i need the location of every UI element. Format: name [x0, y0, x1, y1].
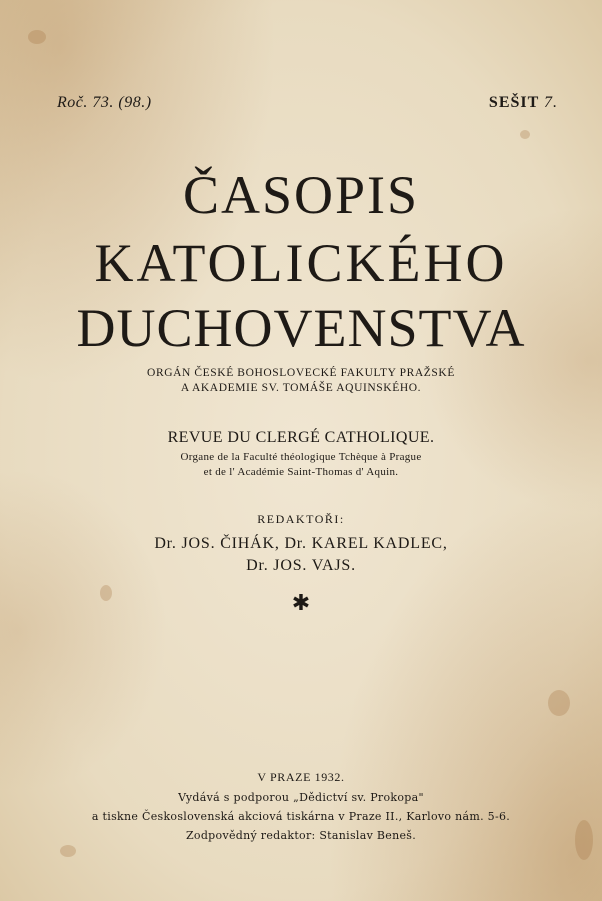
- asterisk-ornament-icon: ✱: [291, 590, 311, 615]
- organ-line-1: ORGÁN ČESKÉ BOHOSLOVECKÉ FAKULTY PRAŽSKÉ: [147, 367, 455, 379]
- stain: [28, 30, 46, 44]
- issue-label: [489, 94, 558, 112]
- editors-line-2: Dr. JOS. VAJS.: [246, 557, 356, 574]
- issue-number: 7.: [544, 94, 558, 111]
- editors-label: REDAKTOŘI:: [257, 512, 345, 526]
- imprint-line-3: Zodpovědný redaktor: Stanislav Beneš.: [185, 829, 417, 842]
- revue-title: REVUE DU CLERGÉ CATHOLIQUE.: [167, 429, 435, 446]
- title-line-1: ČASOPIS: [182, 165, 420, 225]
- imprint-line-1: Vydává s podporou „Dědictví sv. Prokopa": [178, 791, 424, 804]
- imprint-line-2: a tiskne Československá akciová tiskárna v Praze II., Karlovo nám. 5-6.: [91, 810, 511, 823]
- title-line-2: KATOLICKÉHO: [94, 233, 508, 293]
- stain: [548, 690, 570, 716]
- organ-line-2: A AKADEMIE SV. TOMÁŠE AQUINSKÉHO.: [180, 382, 422, 394]
- revue-line-1: Organe de la Faculté théologique Tchèque à Prague: [180, 451, 422, 463]
- revue-line-2: et de l' Académie Saint-Thomas d' Aquin.: [203, 466, 399, 478]
- title-line-3: DUCHOVENSTVA: [76, 298, 526, 358]
- imprint-place-year: V PRAZE 1932.: [257, 770, 345, 784]
- issue-word: SEŠIT: [488, 94, 539, 111]
- editors-line-1: Dr. JOS. ČIHÁK, Dr. KAREL KADLEC,: [154, 535, 448, 552]
- stain: [520, 130, 530, 139]
- stain: [60, 845, 76, 857]
- volume-label: Roč. 73. (98.): [57, 94, 152, 111]
